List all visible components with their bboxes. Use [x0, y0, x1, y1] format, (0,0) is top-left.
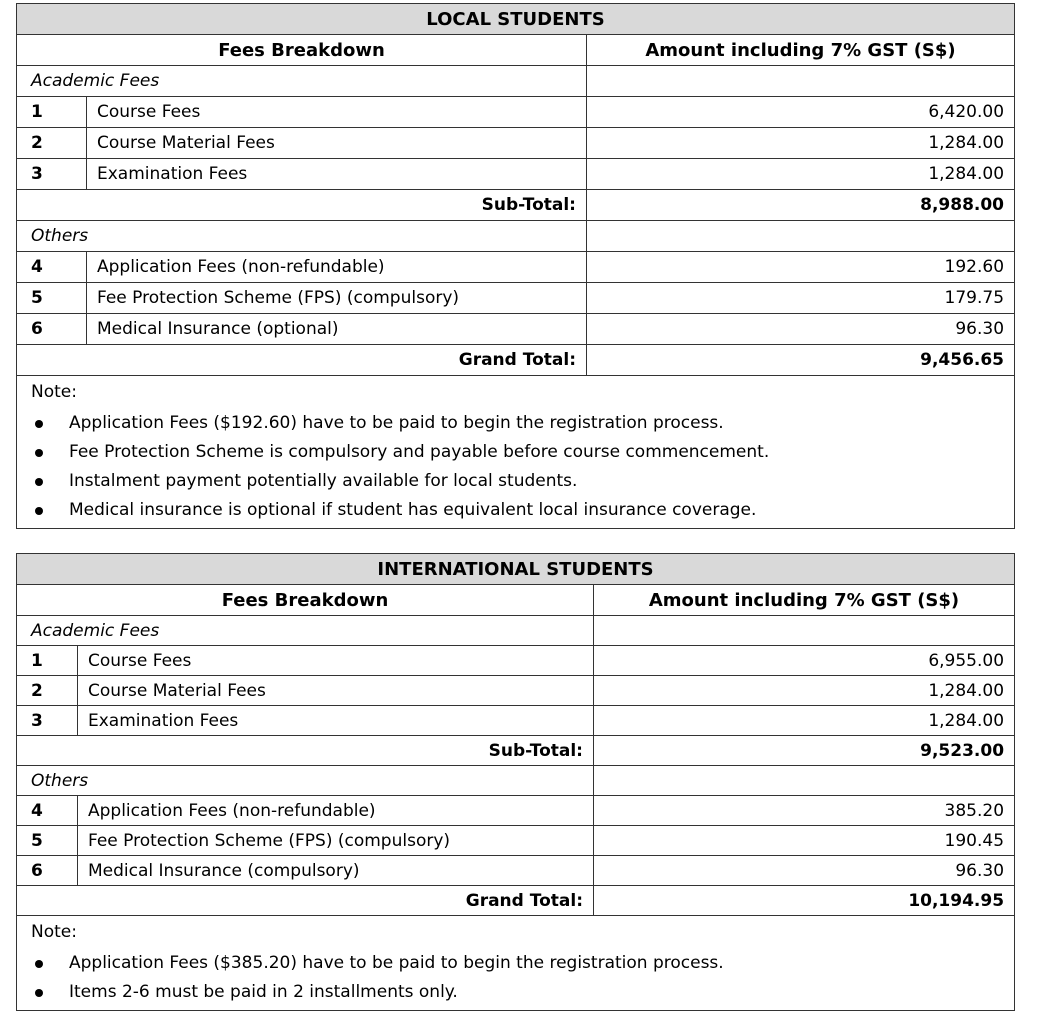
others-label: Others — [17, 766, 594, 796]
table-row — [17, 283, 1015, 314]
grand-total-amount: 10,194.95 — [594, 886, 1015, 916]
fee-item: Application Fees (non-refundable) — [78, 796, 594, 826]
row-number: 5 — [17, 826, 78, 856]
grand-total-amount: 9,456.65 — [587, 345, 1015, 376]
fee-item: Course Fees — [87, 97, 587, 128]
table-row — [17, 252, 1015, 283]
fee-amount: 6,955.00 — [594, 646, 1015, 676]
grand-total-label: Grand Total: — [17, 886, 594, 916]
row-number: 4 — [17, 796, 78, 826]
row-number: 3 — [17, 706, 78, 736]
fee-amount: 6,420.00 — [587, 97, 1015, 128]
fee-item: Application Fees (non-refundable) — [87, 252, 587, 283]
table-row — [17, 826, 1015, 856]
row-number: 6 — [17, 856, 78, 886]
table-row — [17, 706, 1015, 736]
table-row — [17, 856, 1015, 886]
fee-item: Course Material Fees — [87, 128, 587, 159]
subtotal-label: Sub-Total: — [17, 190, 587, 221]
note-label: Note: — [31, 382, 77, 402]
table-row — [17, 676, 1015, 706]
fee-item: Fee Protection Scheme (FPS) (compulsory) — [78, 826, 594, 856]
note-item: Items 2-6 must be paid in 2 installments only. — [31, 981, 1014, 1010]
fee-amount: 1,284.00 — [594, 676, 1015, 706]
empty-cell — [594, 616, 1015, 646]
academic-fees-label: Academic Fees — [17, 66, 587, 97]
row-number: 5 — [17, 283, 87, 314]
international-fees-table — [16, 553, 1015, 1011]
note-item: Application Fees ($385.20) have to be paid to begin the registration process. — [31, 952, 1014, 981]
academic-fees-label: Academic Fees — [17, 616, 594, 646]
fee-amount: 96.30 — [594, 856, 1015, 886]
fee-item: Medical Insurance (optional) — [87, 314, 587, 345]
table-row — [17, 128, 1015, 159]
fee-amount: 1,284.00 — [594, 706, 1015, 736]
fee-amount: 96.30 — [587, 314, 1015, 345]
note-item: Fee Protection Scheme is compulsory and payable before course commencement. — [31, 441, 1014, 470]
notes-section — [17, 376, 1015, 529]
fee-item: Fee Protection Scheme (FPS) (compulsory) — [87, 283, 587, 314]
notes-section — [17, 916, 1015, 1011]
note-item: Instalment payment potentially available for local students. — [31, 470, 1014, 499]
row-number: 4 — [17, 252, 87, 283]
fee-amount: 1,284.00 — [587, 159, 1015, 190]
row-number: 3 — [17, 159, 87, 190]
fee-amount: 190.45 — [594, 826, 1015, 856]
local-fees-table — [16, 3, 1015, 529]
row-number: 1 — [17, 646, 78, 676]
note-list — [31, 412, 1014, 528]
row-number: 1 — [17, 97, 87, 128]
fee-item: Course Material Fees — [78, 676, 594, 706]
row-number: 6 — [17, 314, 87, 345]
table-row — [17, 646, 1015, 676]
fee-item: Examination Fees — [87, 159, 587, 190]
table-row — [17, 97, 1015, 128]
fees-breakdown-header: Fees Breakdown — [17, 585, 594, 616]
subtotal-label: Sub-Total: — [17, 736, 594, 766]
empty-cell — [587, 221, 1015, 252]
empty-cell — [594, 766, 1015, 796]
empty-cell — [587, 66, 1015, 97]
fee-item: Examination Fees — [78, 706, 594, 736]
table-row — [17, 796, 1015, 826]
fee-item: Medical Insurance (compulsory) — [78, 856, 594, 886]
subtotal-amount: 8,988.00 — [587, 190, 1015, 221]
fee-amount: 192.60 — [587, 252, 1015, 283]
note-list — [31, 952, 1014, 1010]
others-label: Others — [17, 221, 587, 252]
row-number: 2 — [17, 128, 87, 159]
fee-item: Course Fees — [78, 646, 594, 676]
fee-amount: 385.20 — [594, 796, 1015, 826]
fee-amount: 1,284.00 — [587, 128, 1015, 159]
grand-total-label: Grand Total: — [17, 345, 587, 376]
fee-amount: 179.75 — [587, 283, 1015, 314]
subtotal-amount: 9,523.00 — [594, 736, 1015, 766]
note-item: Application Fees ($192.60) have to be paid to begin the registration process. — [31, 412, 1014, 441]
fees-breakdown-header: Fees Breakdown — [17, 35, 587, 66]
row-number: 2 — [17, 676, 78, 706]
note-label: Note: — [31, 922, 77, 942]
amount-header: Amount including 7% GST (S$) — [594, 585, 1015, 616]
amount-header: Amount including 7% GST (S$) — [587, 35, 1015, 66]
note-item: Medical insurance is optional if student has equivalent local insurance coverage. — [31, 499, 1014, 528]
international-table-title: INTERNATIONAL STUDENTS — [17, 554, 1015, 585]
table-row — [17, 314, 1015, 345]
local-table-title: LOCAL STUDENTS — [17, 4, 1015, 35]
table-row — [17, 159, 1015, 190]
